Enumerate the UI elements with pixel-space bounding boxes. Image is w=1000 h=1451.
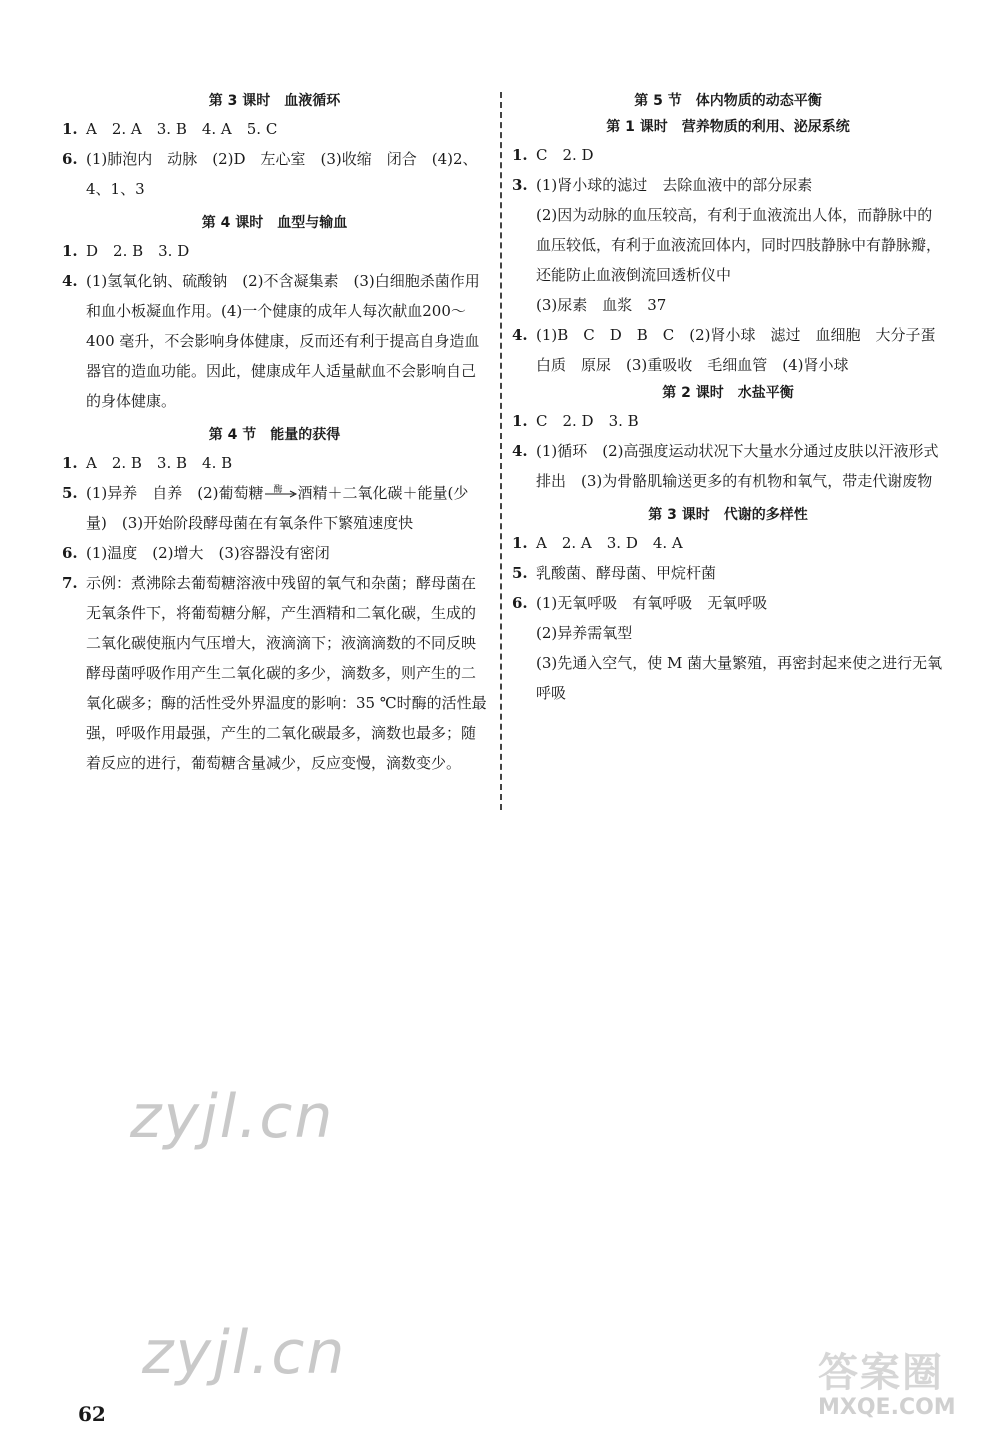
item-number: 1. bbox=[512, 146, 528, 164]
item-number: 1. bbox=[62, 454, 78, 472]
answer-item bbox=[512, 140, 944, 170]
equation-reactant: (1)异养 自养 (2)葡萄糖 bbox=[86, 484, 264, 502]
item-text: 乳酸菌、酵母菌、甲烷杆菌 bbox=[536, 564, 717, 582]
page-number: 62 bbox=[78, 1402, 106, 1426]
item-text: (1)无氧呼吸 有氧呼吸 无氧呼吸 bbox=[536, 594, 768, 612]
item-subtext: (3)尿素 血浆 37 bbox=[536, 296, 667, 314]
logo-url: MXQE.COM bbox=[818, 1395, 956, 1420]
item-text: A 2. A 3. B 4. A 5. C bbox=[86, 120, 278, 138]
item-subtext: (2)因为动脉的血压较高，有利于血液流出人体，而静脉中的血压较低，有利于血液流回体内，同时四肢静脉中有静脉瓣，还能防止血液倒流回透析仪中 bbox=[536, 206, 942, 284]
item-text: (1)温度 (2)增大 (3)容器没有密闭 bbox=[86, 544, 330, 562]
item-text: C 2. D 3. B bbox=[536, 412, 639, 430]
item-number: 6. bbox=[62, 150, 78, 168]
answer-site-logo bbox=[818, 1350, 978, 1430]
item-number: 4. bbox=[512, 326, 528, 344]
item-number: 1. bbox=[62, 242, 78, 260]
answer-item bbox=[62, 266, 487, 416]
item-number: 3. bbox=[512, 176, 528, 194]
left-column bbox=[62, 88, 487, 778]
item-text: D 2. B 3. D bbox=[86, 242, 190, 260]
section-heading-metabolism: 第 3 课时 代谢的多样性 bbox=[648, 507, 808, 523]
item-subtext: (3)先通入空气，使 M 菌大量繁殖，再密封起来使之进行无氧呼吸 bbox=[536, 654, 943, 702]
item-text: (1)循环 (2)高强度运动状况下大量水分通过皮肤以汗液形式排出 (3)为骨骼肌输送更多的有机物和氧气，带走代谢废物 bbox=[536, 442, 939, 490]
item-number: 4. bbox=[512, 442, 528, 460]
item-number: 7. bbox=[62, 574, 78, 592]
section-heading-water-salt: 第 2 课时 水盐平衡 bbox=[662, 385, 794, 401]
item-text: (1)氢氧化钠、硫酸钠 (2)不含凝集素 (3)白细胞杀菌作用和血小板凝血作用。(4)一个健康的成年人每次献血200～400 毫升，不会影响身体健康，反而还有利于提高自身造血器官的造血功能。因此，健康成年人适量献血不会影响自己的身体健康。 bbox=[86, 272, 480, 410]
item-text bbox=[62, 478, 487, 538]
arrow-label: 酶 bbox=[273, 485, 283, 495]
section-heading-nutrient-urinary: 第 1 课时 营养物质的利用、泌尿系统 bbox=[606, 119, 850, 135]
answer-item bbox=[62, 568, 487, 778]
item-number: 5. bbox=[512, 564, 528, 582]
column-divider bbox=[500, 92, 502, 810]
item-text: (1)肾小球的滤过 去除血液中的部分尿素 bbox=[536, 176, 813, 194]
item-text: 示例：煮沸除去葡萄糖溶液中残留的氧气和杂菌；酵母菌在无氧条件下，将葡萄糖分解，产生酒精和二氧化碳，生成的二氧化碳使瓶内气压增大，液滴滴下；液滴滴数的不同反映酵母菌呼吸作用产生二氧化碳的多少，滴数多，则产生的二氧化碳多；酶的活性受外界温度的影响：35 ℃时酶的活性最强，呼吸作用最强，产生的二氧化碳最多，滴数也最多；随着反应的进行，葡萄糖含量减少，反应变慢，滴数变少。 bbox=[86, 574, 487, 772]
item-text: (1)B C D B C (2)肾小球 滤过 血细胞 大分子蛋白质 原尿 (3)重吸收 毛细血管 (4)肾小球 bbox=[536, 326, 936, 374]
answer-item bbox=[512, 558, 944, 588]
answer-item bbox=[62, 144, 487, 204]
item-text: (1)肺泡内 动脉 (2)D 左心室 (3)收缩 闭合 (4)2、4、1、3 bbox=[86, 150, 478, 198]
item-number: 6. bbox=[62, 544, 78, 562]
answer-item bbox=[512, 320, 944, 380]
watermark: zyjl.cn bbox=[130, 1082, 335, 1152]
item-number: 1. bbox=[512, 534, 528, 552]
answer-item bbox=[62, 538, 487, 568]
item-text: C 2. D bbox=[536, 146, 594, 164]
answer-item bbox=[512, 406, 944, 436]
right-column bbox=[512, 88, 944, 708]
logo-text: 答案圈 bbox=[818, 1350, 944, 1396]
section-heading-dynamic-balance: 第 5 节 体内物质的动态平衡 bbox=[634, 93, 822, 109]
section-heading-energy: 第 4 节 能量的获得 bbox=[208, 427, 341, 443]
item-text: A 2. B 3. B 4. B bbox=[86, 454, 233, 472]
equation-products: 酒精＋二氧化碳＋能量(少量) (3)开始阶段酵母菌在有氧条件下繁殖速度快 bbox=[86, 484, 469, 532]
item-number: 1. bbox=[512, 412, 528, 430]
item-number: 5. bbox=[62, 484, 78, 502]
item-number: 1. bbox=[62, 120, 78, 138]
reaction-arrow bbox=[264, 487, 298, 501]
answer-item bbox=[62, 114, 487, 144]
item-subtext: (2)异养需氧型 bbox=[536, 624, 633, 642]
item-number: 4. bbox=[62, 272, 78, 290]
section-heading-blood-circulation: 第 3 课时 血液循环 bbox=[208, 93, 341, 109]
answer-item bbox=[512, 588, 944, 708]
answer-item bbox=[512, 170, 944, 320]
watermark: zyjl.cn bbox=[142, 1318, 347, 1388]
section-heading-blood-type: 第 4 课时 血型与输血 bbox=[201, 215, 348, 231]
answer-item bbox=[512, 528, 944, 558]
answer-item bbox=[512, 436, 944, 496]
answer-item bbox=[62, 448, 487, 478]
item-text: A 2. A 3. D 4. A bbox=[536, 534, 683, 552]
answer-item bbox=[62, 236, 487, 266]
answer-item bbox=[62, 478, 487, 538]
item-number: 6. bbox=[512, 594, 528, 612]
